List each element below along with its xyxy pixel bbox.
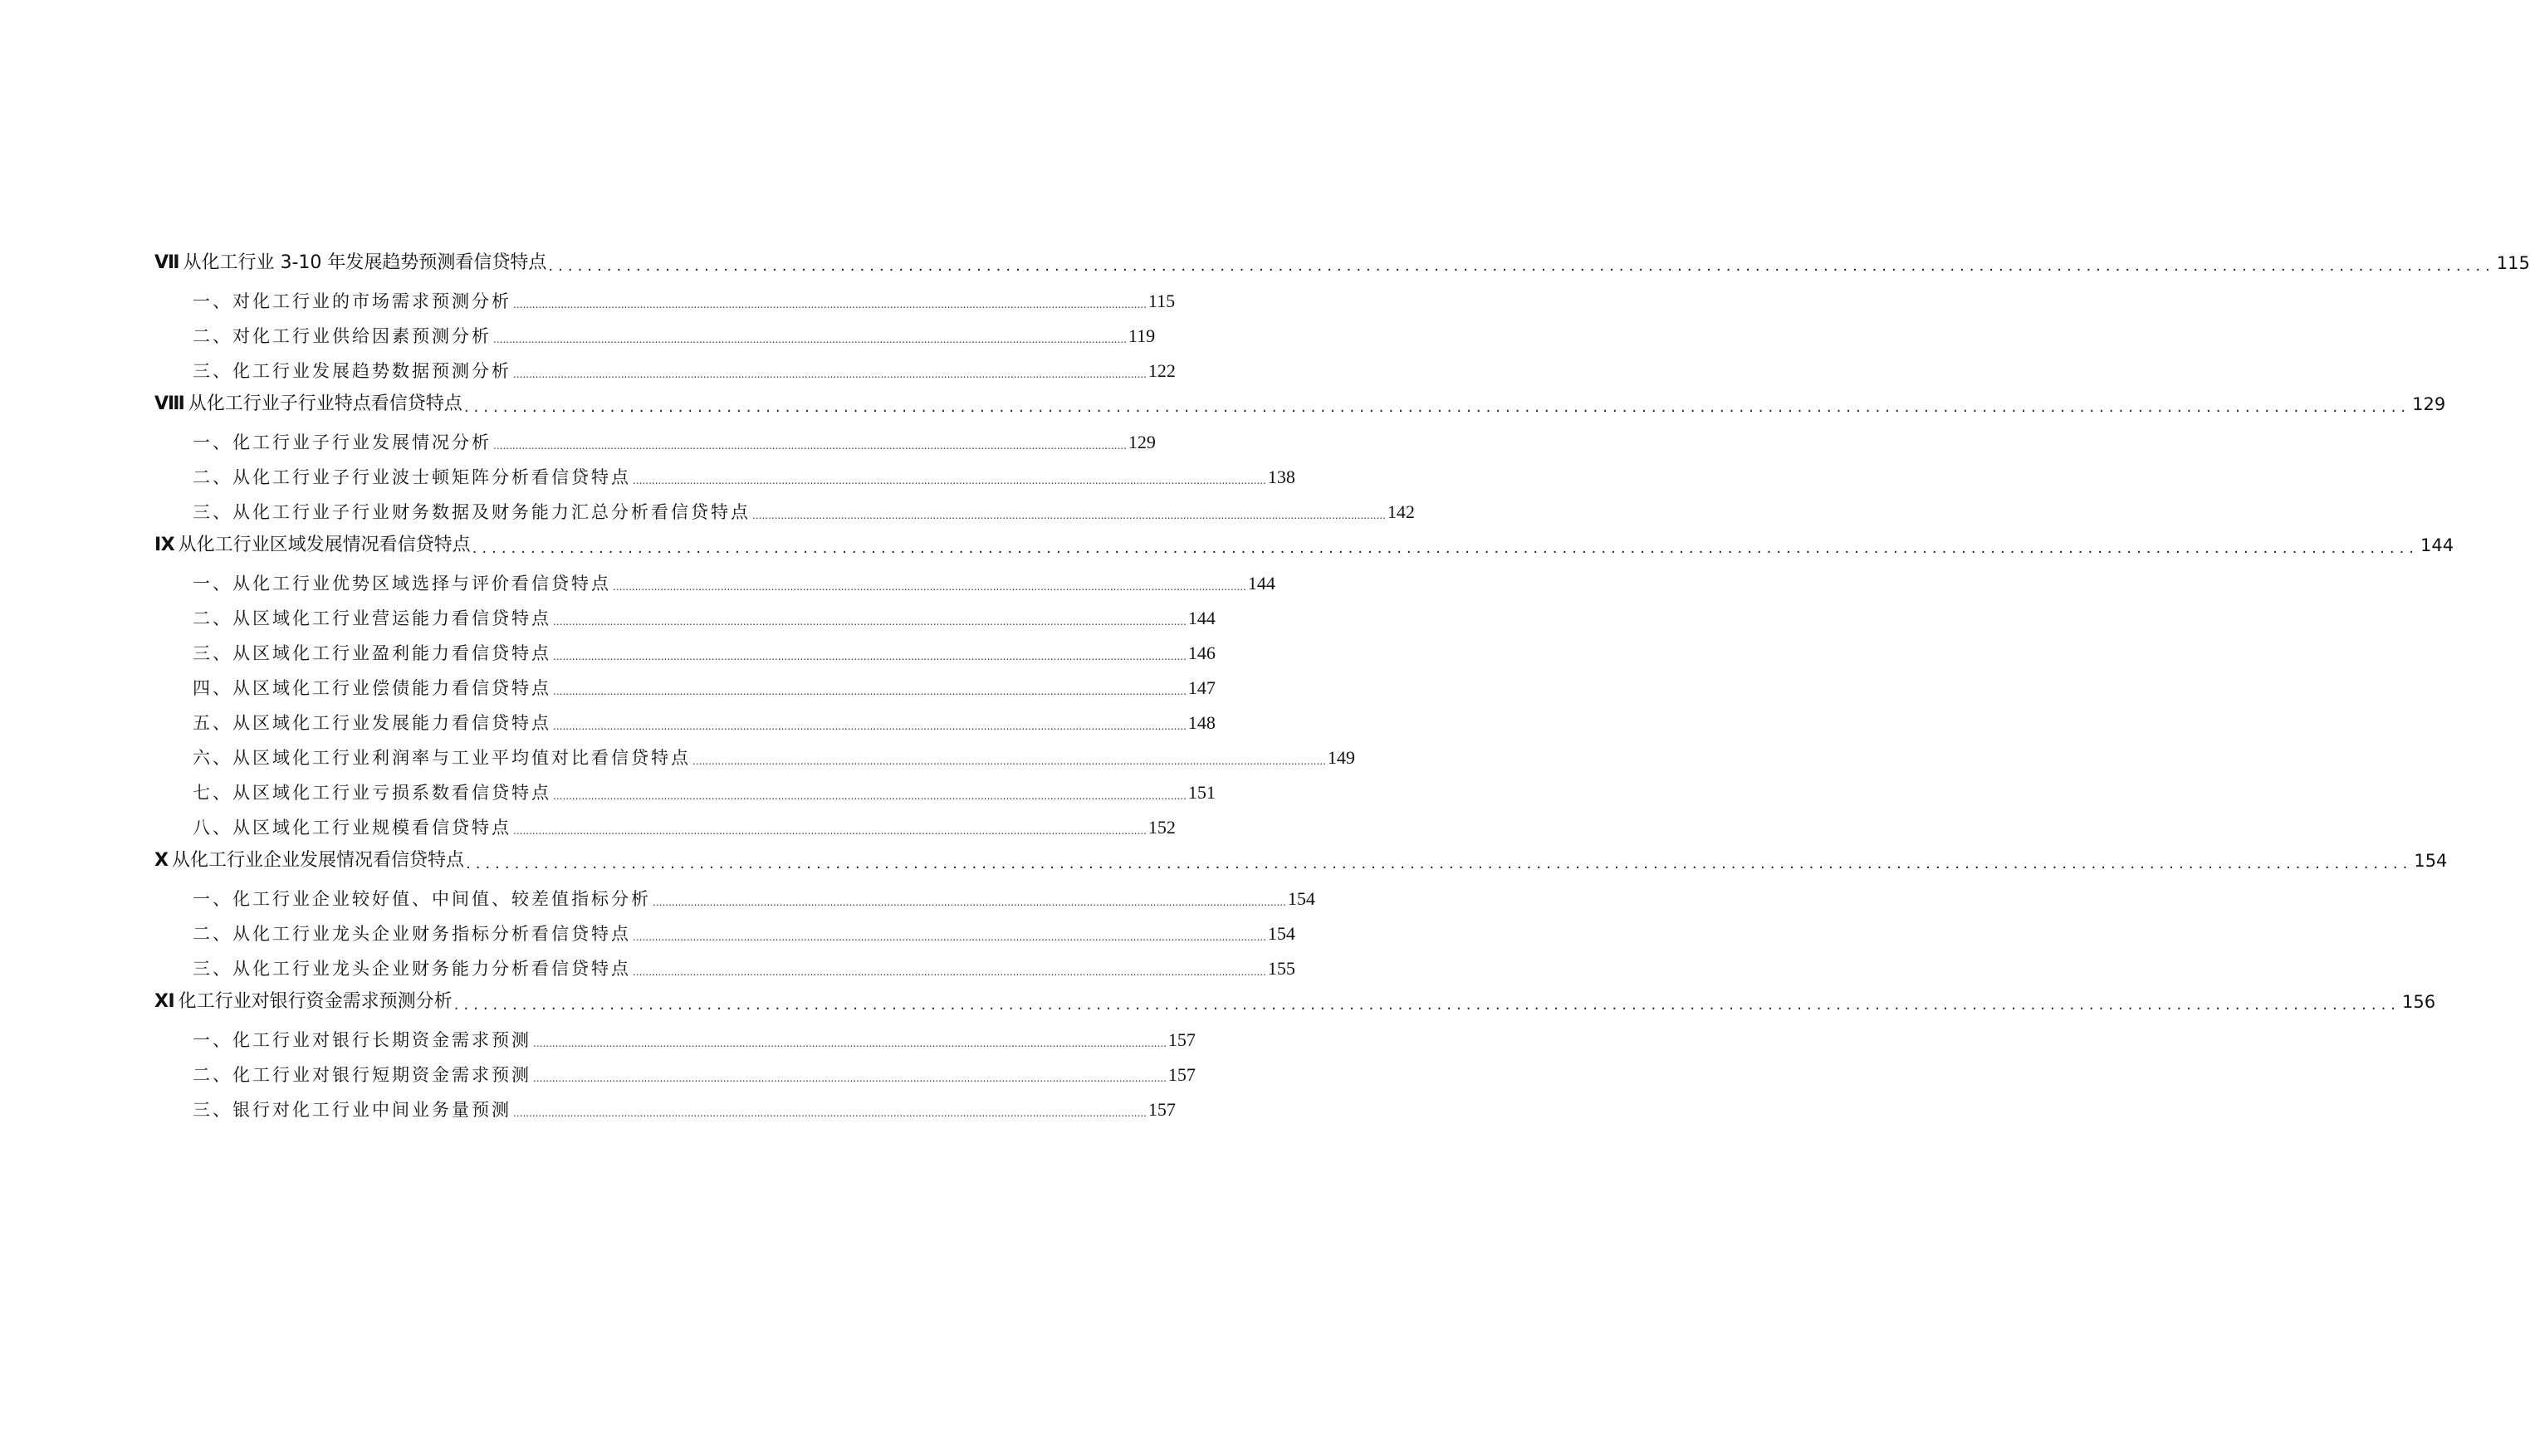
page-number: 122 (1148, 360, 1176, 381)
toc-section[interactable] (154, 354, 1176, 388)
section-title: 二、化工行业对银行短期资金需求预测 (193, 1065, 531, 1085)
page-number: 154 (2414, 851, 2448, 871)
dot-leader: ........................................................................................................................................................................................................ (472, 540, 2420, 557)
page-number: 146 (1187, 642, 1216, 663)
chapter-title: 化工行业对银行资金需求预测分析 (178, 991, 453, 1012)
dot-leader: ........................................................................................................................................................................................................ (548, 257, 2495, 275)
page-number: 115 (1148, 291, 1176, 311)
page-number: 156 (2402, 992, 2436, 1012)
toc-section[interactable] (154, 882, 1315, 916)
chapter-title: 从化工行业区域发展情况看信贷特点 (178, 535, 471, 555)
dot-leader: ........................................................................................................................................................................................................ (513, 825, 1147, 837)
section-title: 三、银行对化工行业中间业务量预测 (193, 1100, 511, 1120)
page-number: 154 (1287, 888, 1315, 909)
dot-leader: ........................................................................................................................................................................................................ (633, 475, 1266, 486)
dot-leader: ........................................................................................................................................................................................................ (533, 1038, 1167, 1049)
page-number: 154 (1267, 923, 1295, 944)
page-number: 157 (1148, 1099, 1176, 1120)
section-title: 二、从化工行业龙头企业财务指标分析看信贷特点 (193, 924, 631, 944)
page-number: 138 (1267, 467, 1295, 487)
section-title: 二、从区域化工行业营运能力看信贷特点 (193, 608, 551, 628)
dot-leader: ........................................................................................................................................................................................................ (692, 755, 1326, 767)
toc-section[interactable] (154, 460, 1295, 495)
section-title: 一、化工行业子行业发展情况分析 (193, 432, 492, 452)
section-title: 二、对化工行业供给因素预测分析 (193, 326, 492, 346)
toc-chapter[interactable] (154, 845, 2448, 877)
toc-section[interactable] (154, 740, 1355, 775)
dot-leader: ........................................................................................................................................................................................................ (553, 721, 1187, 732)
dot-leader: ........................................................................................................................................................................................................ (493, 440, 1127, 452)
page-number: 129 (2412, 394, 2446, 414)
page-number: 115 (2496, 253, 2530, 273)
section-title: 三、从化工行业龙头企业财务能力分析看信贷特点 (193, 959, 631, 979)
page-number: 155 (1267, 958, 1295, 979)
chapter-number: Ⅶ (154, 252, 180, 273)
page-number: 147 (1187, 677, 1216, 698)
page-number: 119 (1128, 325, 1156, 346)
dot-leader: ........................................................................................................................................................................................................ (752, 510, 1386, 521)
chapter-title: 从化工行业子行业特点看信贷特点 (188, 393, 462, 414)
page-number: 152 (1148, 817, 1176, 838)
dot-leader: ........................................................................................................................................................................................................ (533, 1072, 1167, 1084)
toc-section[interactable] (154, 671, 1216, 706)
chapter-title: 从化工行业企业发展情况看信贷特点 (171, 850, 464, 871)
dot-leader: ........................................................................................................................................................................................................ (513, 299, 1147, 310)
toc-section[interactable] (154, 636, 1216, 671)
toc-section[interactable] (154, 284, 1176, 319)
toc-section[interactable] (154, 601, 1216, 636)
section-title: 三、从化工行业子行业财务数据及财务能力汇总分析看信贷特点 (193, 502, 751, 522)
page-number: 148 (1187, 712, 1216, 733)
toc-chapter[interactable] (154, 247, 2530, 279)
chapter-number: Ⅷ (154, 393, 185, 414)
toc-section[interactable] (154, 319, 1156, 354)
dot-leader: ........................................................................................................................................................................................................ (633, 966, 1266, 978)
dot-leader: ........................................................................................................................................................................................................ (553, 790, 1187, 802)
dot-leader: ........................................................................................................................................................................................................ (613, 581, 1246, 593)
section-title: 八、从区域化工行业规模看信贷特点 (193, 818, 511, 838)
toc-section[interactable] (154, 706, 1216, 740)
chapter-number: Ⅸ (154, 535, 175, 555)
dot-leader: ........................................................................................................................................................................................................ (553, 616, 1187, 628)
toc-section[interactable] (154, 810, 1176, 845)
toc-section[interactable] (154, 1058, 1196, 1092)
toc-section[interactable] (154, 1092, 1176, 1127)
section-title: 一、化工行业企业较好值、中间值、较差值指标分析 (193, 889, 651, 909)
dot-leader: ........................................................................................................................................................................................................ (553, 686, 1187, 697)
page-number: 142 (1387, 501, 1415, 522)
dot-leader: ........................................................................................................................................................................................................ (453, 996, 2401, 1014)
section-title: 七、从区域化工行业亏损系数看信贷特点 (193, 783, 551, 803)
toc-chapter[interactable] (154, 530, 2454, 561)
toc-section[interactable] (154, 1023, 1196, 1058)
table-of-contents (154, 247, 2530, 1127)
section-title: 一、对化工行业的市场需求预测分析 (193, 291, 511, 311)
dot-leader: ........................................................................................................................................................................................................ (513, 369, 1147, 380)
dot-leader: ........................................................................................................................................................................................................ (493, 334, 1127, 345)
toc-section[interactable] (154, 425, 1156, 460)
section-title: 一、化工行业对银行长期资金需求预测 (193, 1030, 531, 1050)
chapter-number: Ⅹ (154, 850, 169, 871)
section-title: 三、从区域化工行业盈利能力看信贷特点 (193, 643, 551, 663)
chapter-title: 从化工行业 3-10 年发展趋势预测看信贷特点 (183, 252, 547, 273)
dot-leader: ........................................................................................................................................................................................................ (553, 651, 1187, 662)
page-number: 149 (1327, 747, 1355, 768)
page-number: 157 (1167, 1029, 1196, 1050)
chapter-number: Ⅺ (154, 991, 175, 1012)
page-number: 144 (1247, 573, 1275, 594)
page-number: 151 (1187, 782, 1216, 803)
toc-section[interactable] (154, 566, 1275, 601)
toc-section[interactable] (154, 916, 1295, 951)
page-number: 129 (1128, 432, 1156, 452)
section-title: 六、从区域化工行业利润率与工业平均值对比看信贷特点 (193, 748, 691, 768)
toc-section[interactable] (154, 495, 1415, 530)
toc-section[interactable] (154, 775, 1216, 810)
toc-chapter[interactable] (154, 986, 2436, 1018)
dot-leader: ........................................................................................................................................................................................................ (463, 398, 2411, 416)
dot-leader: ........................................................................................................................................................................................................ (465, 855, 2413, 872)
dot-leader: ........................................................................................................................................................................................................ (633, 931, 1266, 943)
section-title: 三、化工行业发展趋势数据预测分析 (193, 361, 511, 381)
section-title: 四、从区域化工行业偿债能力看信贷特点 (193, 678, 551, 698)
section-title: 五、从区域化工行业发展能力看信贷特点 (193, 713, 551, 733)
page-number: 144 (2420, 535, 2454, 555)
section-title: 二、从化工行业子行业波士顿矩阵分析看信贷特点 (193, 467, 631, 487)
toc-chapter[interactable] (154, 388, 2446, 420)
page-number: 157 (1167, 1064, 1196, 1085)
toc-section[interactable] (154, 951, 1295, 986)
section-title: 一、从化工行业优势区域选择与评价看信贷特点 (193, 574, 611, 594)
dot-leader: ........................................................................................................................................................................................................ (513, 1107, 1147, 1119)
page-number: 144 (1187, 608, 1216, 628)
dot-leader: ........................................................................................................................................................................................................ (653, 897, 1286, 908)
